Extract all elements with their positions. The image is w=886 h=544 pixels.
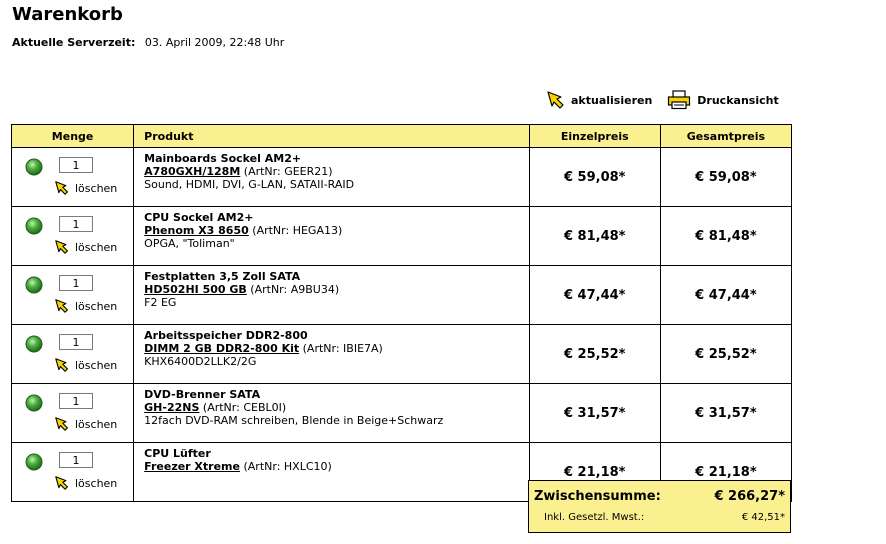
product-description: KHX6400D2LLK2/2G [144,355,257,368]
total-price: € 81,48* [660,207,791,266]
availability-status-icon [25,394,43,412]
product-link[interactable]: HD502HI 500 GB [144,283,247,296]
unit-price: € 31,57* [529,384,660,443]
cart-summary [528,480,791,533]
print-view-label: Druckansicht [697,93,779,107]
product-line [144,460,529,473]
product-cell [134,148,530,207]
arrow-icon [547,91,565,109]
table-row [12,384,792,443]
delete-item-link[interactable] [55,417,117,431]
delete-label: löschen [75,358,118,372]
total-price: € 21,18* [660,443,791,502]
product-category: Arbeitsspeicher DDR2-800 [144,329,308,342]
product-category: Mainboards Sockel AM2+ [144,152,302,165]
delete-item-link[interactable] [55,181,117,195]
product-category: Festplatten 3,5 Zoll SATA [144,270,301,283]
delete-label: löschen [75,240,118,254]
tax-value: € 42,51* [741,512,785,523]
delete-item-link[interactable] [55,358,117,372]
refresh-button[interactable] [547,91,652,109]
product-cell [134,266,530,325]
quantity-input[interactable] [59,216,93,232]
product-line [144,165,529,178]
availability-status-icon [25,453,43,471]
tax-label: Inkl. Gesetzl. Mwst.: [544,512,645,523]
delete-label: löschen [75,476,118,490]
table-row [12,325,792,384]
arrow-icon [55,417,69,431]
table-header-row [12,125,792,148]
cart-actions [547,90,779,110]
product-artnr: (ArtNr: HEGA13) [252,224,343,237]
product-line [144,283,529,296]
availability-status-icon [25,217,43,235]
table-row [12,148,792,207]
product-artnr: (ArtNr: A9BU34) [250,283,340,296]
product-description: F2 EG [144,296,177,309]
cart-table [11,124,792,502]
printer-icon [667,90,691,110]
product-link[interactable]: DIMM 2 GB DDR2-800 Kit [144,342,300,355]
unit-price: € 25,52* [529,325,660,384]
delete-label: löschen [75,299,118,313]
unit-price: € 59,08* [529,148,660,207]
qty-cell [12,266,134,325]
product-link[interactable]: Freezer Xtreme [144,460,240,473]
column-header-product: Produkt [134,125,530,148]
subtotal-value: € 266,27* [714,489,785,504]
refresh-label: aktualisieren [571,93,653,107]
product-line [144,401,529,414]
product-cell [134,384,530,443]
column-header-unit-price: Einzelpreis [529,125,660,148]
product-cell [134,443,530,502]
table-row [12,207,792,266]
total-price: € 25,52* [660,325,791,384]
product-artnr: (ArtNr: HXLC10) [243,460,332,473]
qty-cell [12,384,134,443]
unit-price: € 21,18* [529,443,660,502]
qty-cell [12,443,134,502]
product-link[interactable]: Phenom X3 8650 [144,224,249,237]
unit-price: € 81,48* [529,207,660,266]
column-header-qty: Menge [12,125,134,148]
product-cell [134,325,530,384]
total-price: € 31,57* [660,384,791,443]
subtotal-row [534,489,785,504]
qty-cell [12,148,134,207]
availability-status-icon [25,335,43,353]
server-time-value: 03. April 2009, 22:48 Uhr [144,36,285,49]
quantity-input[interactable] [59,334,93,350]
table-row [12,266,792,325]
quantity-input[interactable] [59,393,93,409]
arrow-icon [55,299,69,313]
product-category: DVD-Brenner SATA [144,388,261,401]
delete-item-link[interactable] [55,240,117,254]
product-link[interactable]: GH-22NS [144,401,200,414]
arrow-icon [55,476,69,490]
server-time-label: Aktuelle Serverzeit: [12,36,136,49]
print-view-button[interactable] [667,90,778,110]
total-price: € 59,08* [660,148,791,207]
product-category: CPU Lüfter [144,447,211,460]
qty-cell [12,325,134,384]
product-description: Sound, HDMI, DVI, G-LAN, SATAII-RAID [144,178,355,191]
product-artnr: (ArtNr: GEER21) [243,165,333,178]
delete-item-link[interactable] [55,299,117,313]
product-description: 12fach DVD-RAM schreiben, Blende in Beige+Schwarz [144,414,444,427]
arrow-icon [55,240,69,254]
product-line [144,342,529,355]
product-artnr: (ArtNr: CEBL0I) [202,401,287,414]
delete-item-link[interactable] [55,476,117,490]
qty-cell [12,207,134,266]
availability-status-icon [25,276,43,294]
product-line [144,224,529,237]
product-description: OPGA, "Toliman" [144,237,235,250]
column-header-total-price: Gesamtpreis [660,125,791,148]
product-category: CPU Sockel AM2+ [144,211,254,224]
tax-row [534,512,785,523]
product-cell [134,207,530,266]
quantity-input[interactable] [59,452,93,468]
subtotal-label: Zwischensumme: [534,489,661,504]
availability-status-icon [25,158,43,176]
arrow-icon [55,358,69,372]
product-link[interactable]: A780GXH/128M [144,165,241,178]
unit-price: € 47,44* [529,266,660,325]
delete-label: löschen [75,181,118,195]
arrow-icon [55,181,69,195]
delete-label: löschen [75,417,118,431]
server-time [12,36,284,49]
quantity-input[interactable] [59,157,93,173]
page-title: Warenkorb [12,4,123,25]
quantity-input[interactable] [59,275,93,291]
product-artnr: (ArtNr: IBIE7A) [302,342,383,355]
total-price: € 47,44* [660,266,791,325]
